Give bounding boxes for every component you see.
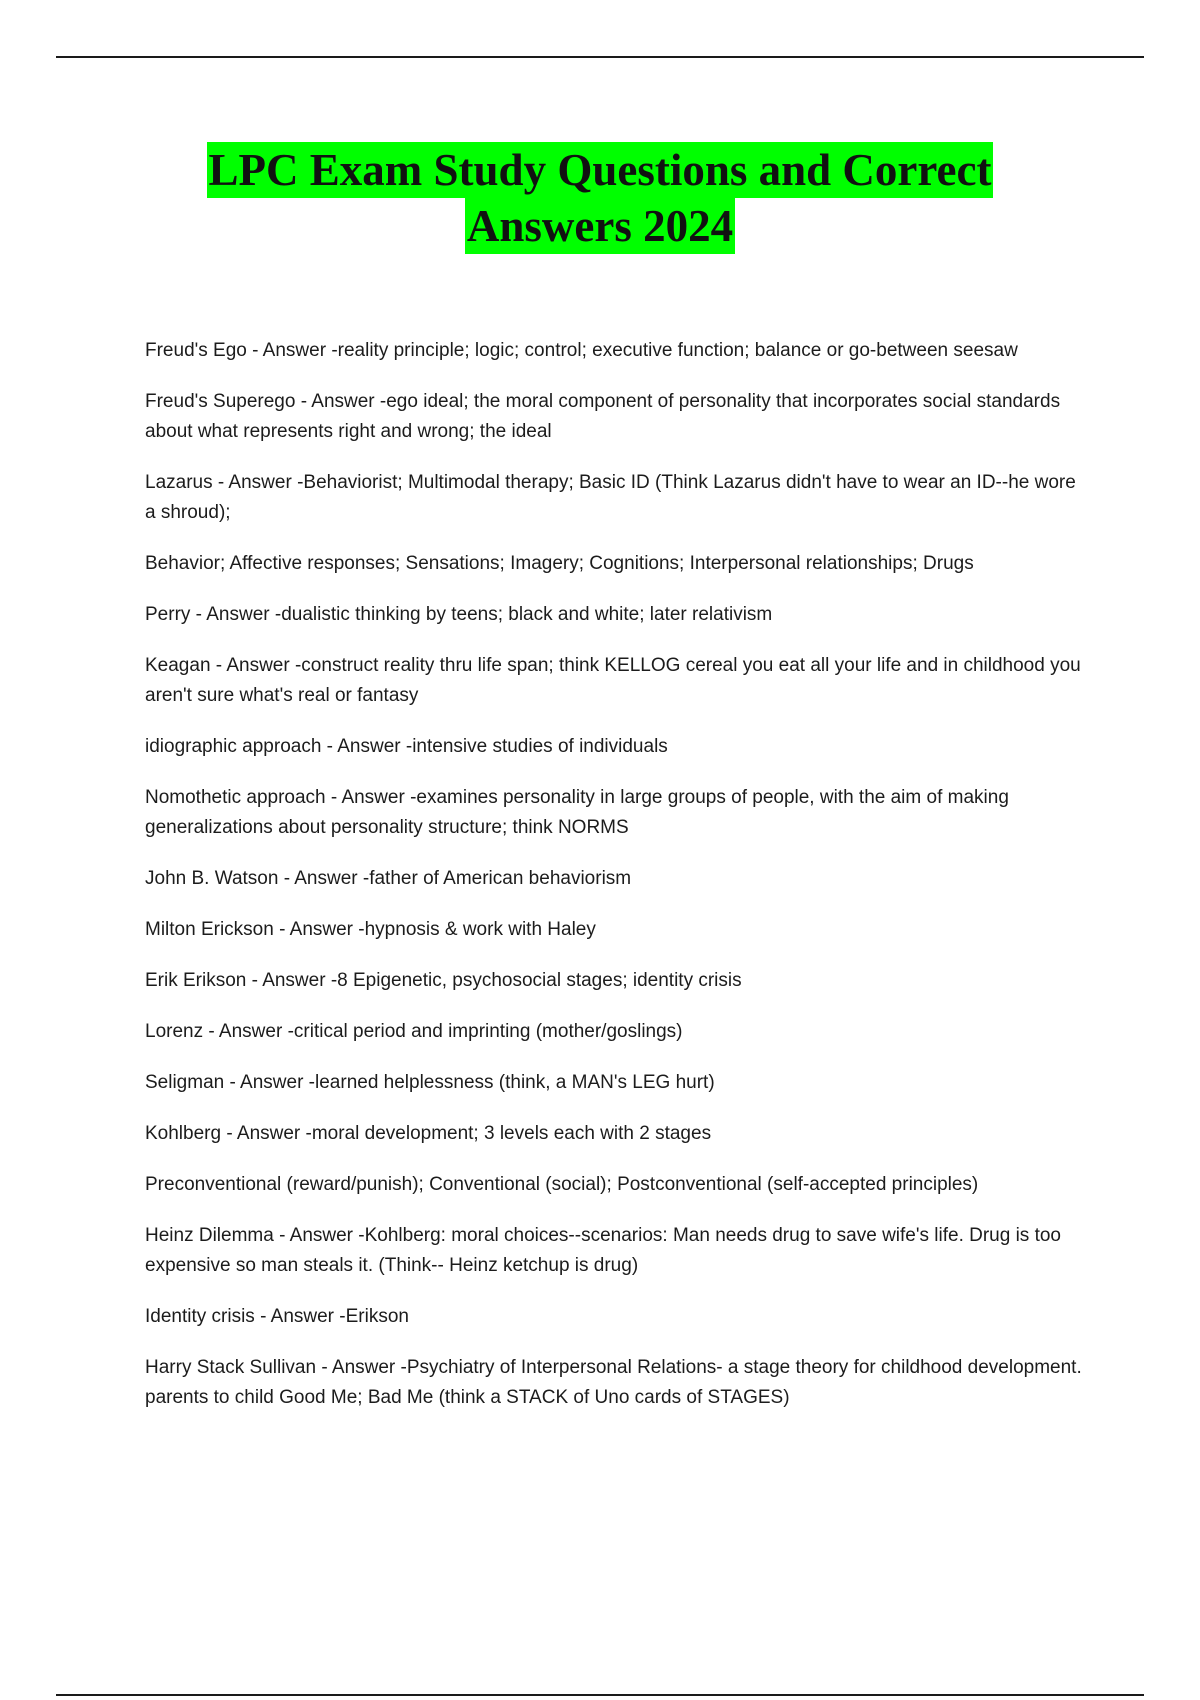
- qa-item-watson: John B. Watson - Answer -father of American behaviorism: [145, 868, 632, 889]
- qa-item-milton-erickson: Milton Erickson - Answer -hypnosis & work with Haley: [145, 919, 596, 940]
- qa-item-basic-id: Behavior; Affective responses; Sensations; Imagery; Cognitions; Interpersonal relationships; Drugs: [145, 553, 974, 574]
- qa-item-kohlberg-levels: Preconventional (reward/punish); Conventional (social); Postconventional (self-accepted principles): [145, 1174, 979, 1195]
- qa-item-idiographic: idiographic approach - Answer -intensive studies of individuals: [145, 736, 668, 757]
- document-title: [0, 142, 1200, 254]
- qa-item-identity-crisis: Identity crisis - Answer -Erikson: [145, 1306, 409, 1327]
- qa-item-sullivan: Harry Stack Sullivan - Answer -Psychiatry of Interpersonal Relations- a stage theory for childhood development. parents to child Good Me; Bad Me (think a STACK of Uno cards of STAGES): [145, 1357, 1082, 1408]
- qa-item-perry: Perry - Answer -dualistic thinking by teens; black and white; later relativism: [145, 604, 773, 625]
- title-line-2: Answers 2024: [465, 198, 735, 254]
- qa-list: [145, 336, 1090, 1434]
- title-line-1: LPC Exam Study Questions and Correct: [207, 142, 994, 198]
- qa-item-lazarus: Lazarus - Answer -Behaviorist; Multimodal therapy; Basic ID (Think Lazarus didn't have to wear an ID--he wore a shroud);: [145, 472, 1076, 523]
- qa-item-seligman: Seligman - Answer -learned helplessness (think, a MAN's LEG hurt): [145, 1072, 715, 1093]
- qa-item-erik-erikson: Erik Erikson - Answer -8 Epigenetic, psychosocial stages; identity crisis: [145, 970, 742, 991]
- bottom-rule: [56, 1694, 1144, 1696]
- top-rule: [56, 56, 1144, 58]
- qa-item-freud-ego: Freud's Ego - Answer -reality principle; logic; control; executive function; balance or go-between seesaw: [145, 340, 1018, 361]
- qa-item-keagan: Keagan - Answer -construct reality thru life span; think KELLOG cereal you eat all your life and in childhood you aren't sure what's real or fantasy: [145, 655, 1081, 706]
- qa-item-heinz-dilemma: Heinz Dilemma - Answer -Kohlberg: moral choices--scenarios: Man needs drug to save wife's life. Drug is too expensive so man steals it. (Think-- Heinz ketchup is drug): [145, 1225, 1061, 1276]
- qa-item-nomothetic: Nomothetic approach - Answer -examines personality in large groups of people, with the aim of making generalizations about personality structure; think NORMS: [145, 787, 1009, 838]
- qa-item-freud-superego: Freud's Superego - Answer -ego ideal; the moral component of personality that incorporates social standards about what represents right and wrong; the ideal: [145, 391, 1061, 442]
- qa-item-lorenz: Lorenz - Answer -critical period and imprinting (mother/goslings): [145, 1021, 683, 1042]
- qa-item-kohlberg: Kohlberg - Answer -moral development; 3 levels each with 2 stages: [145, 1123, 712, 1144]
